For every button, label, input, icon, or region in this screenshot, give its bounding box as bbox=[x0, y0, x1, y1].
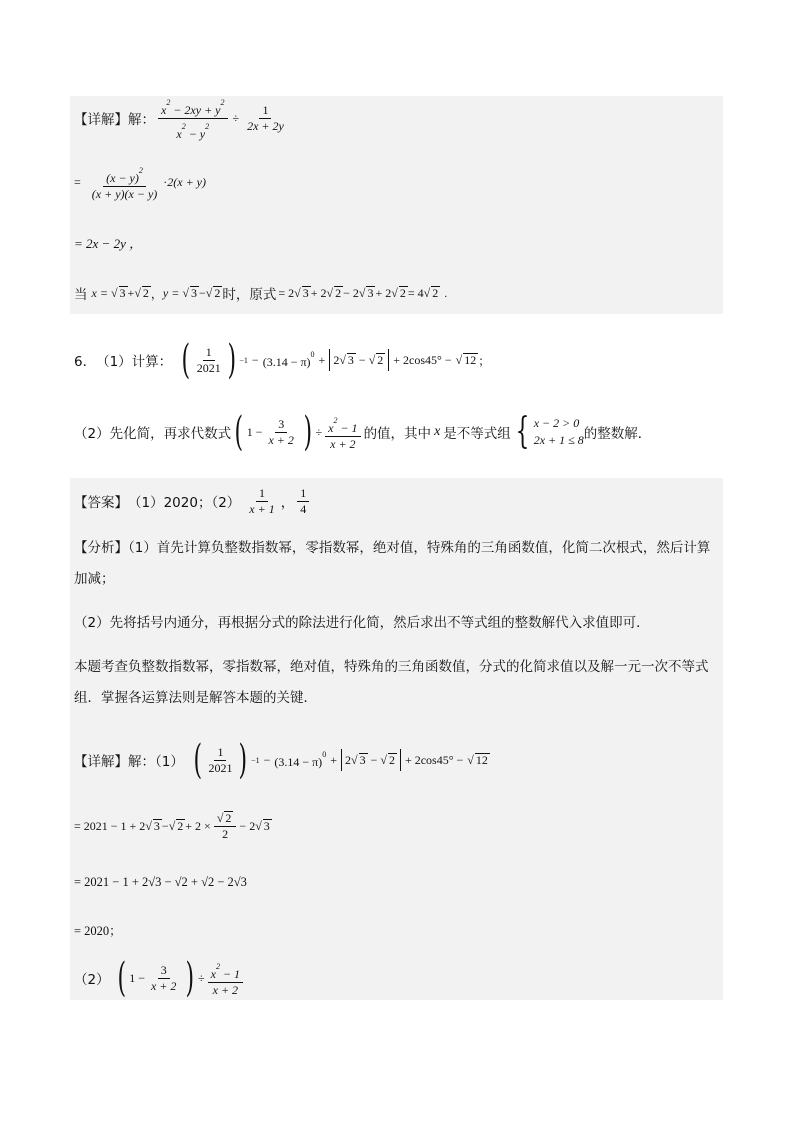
detail-part-2: （2） ( 1 − $\frac{3}{x + 2}$ ) ÷ $\frac{x^2 - 1}{x + 2}$ bbox=[74, 958, 246, 998]
detail-step-2: = 2021 − 1 + 2 √ 3 − √ 2 + 2 × √ $\frac{2}{2}$ − 2 √ 3 bbox=[74, 806, 272, 846]
analysis-p1: 【分析】（1）首先计算负整数指数幂，零指数幂，绝对值，特殊角的三角函数值，化简二次根式，然后计算加减； bbox=[74, 540, 711, 587]
detail-line-4: 当 x = √ 3 + √ 2 ， y = √ 3 − √ 2 时，原式 = 2 √ 3 + 2 √ 2 − 2 √ 3 + 2 √ 2 = 4 √ 2 . bbox=[74, 282, 447, 304]
detail-step-3: = 2021 − 1 + 2√3 − √2 + √2 − 2√3 bbox=[74, 874, 247, 889]
analysis-label: 【分析】 bbox=[74, 540, 128, 556]
fraction-2: $\frac{1}{2x + 2y}$ bbox=[247, 102, 284, 133]
answer-label: 【答案】 bbox=[74, 495, 128, 511]
fraction-3: $\frac{(x - y)^2}{(x + y)(x - y)}$ bbox=[91, 165, 158, 201]
analysis-p3: 本题考查负整数指数幂，零指数幂，绝对值，特殊角的三角函数值，分式的化简求值以及解一元一次不等式组．掌握各运算法则是解答本题的关键． bbox=[74, 659, 709, 706]
fraction-1: $\frac{x^2 - 2xy + y^2}{x^2 - y^2}$ bbox=[158, 96, 228, 141]
detail-line-1: 【详解】解： $\frac{x^2 - 2xy + y^2}{x^2 - y^2}$ ÷ $\frac{1}{2x + 2y}$ bbox=[74, 100, 290, 136]
inequality-system: { x − 2 > 0 2x + 1 ≤ 8 bbox=[515, 411, 584, 452]
question-6-part-2: （2）先化简，再求代数式 ( 1 − $\frac{3}{x + 2}$ ) ÷ $\frac{x^2 - 1}{x + 2}$ 的值，其中 x 是不等式组 { x − 2 > 0 2x + 1 ≤ 8 的整数解． bbox=[74, 409, 652, 455]
detail-step-4: = 2020； bbox=[74, 924, 122, 938]
answer-line: 【答案】 （1）2020；（2） $\frac{1}{x + 1}$ ， $\frac{1}{4}$ bbox=[74, 484, 312, 518]
detail-part-1: 【详解】解：（1） ( $\frac{1}{2021}$ ) −1 − $(3.14 - \pi)^0$ + 2√ 3 − √ 2 + 2cos45° − √ 12 bbox=[74, 738, 490, 782]
question-6-part-1: 6． （1）计算： ( $\frac{1}{2021}$ ) −1 − $(3.14 - \pi)^0$ + 2√ 3 − √ 2 + 2cos45° − √ 12 ； bbox=[74, 338, 490, 382]
analysis-p2: （2）先将括号内通分，再根据分式的除法进行化简，然后求出不等式组的整数解代入求值即可． bbox=[74, 615, 650, 631]
detail-label: 【详解】解： bbox=[74, 112, 155, 128]
detail-line-3: = 2x − 2y ， bbox=[74, 235, 143, 251]
detail-label-2: 【详解】解：（1） bbox=[74, 754, 184, 770]
detail-line-2: = $\frac{(x - y)^2}{(x + y)(x - y)}$ · 2(x + y) bbox=[74, 165, 207, 201]
